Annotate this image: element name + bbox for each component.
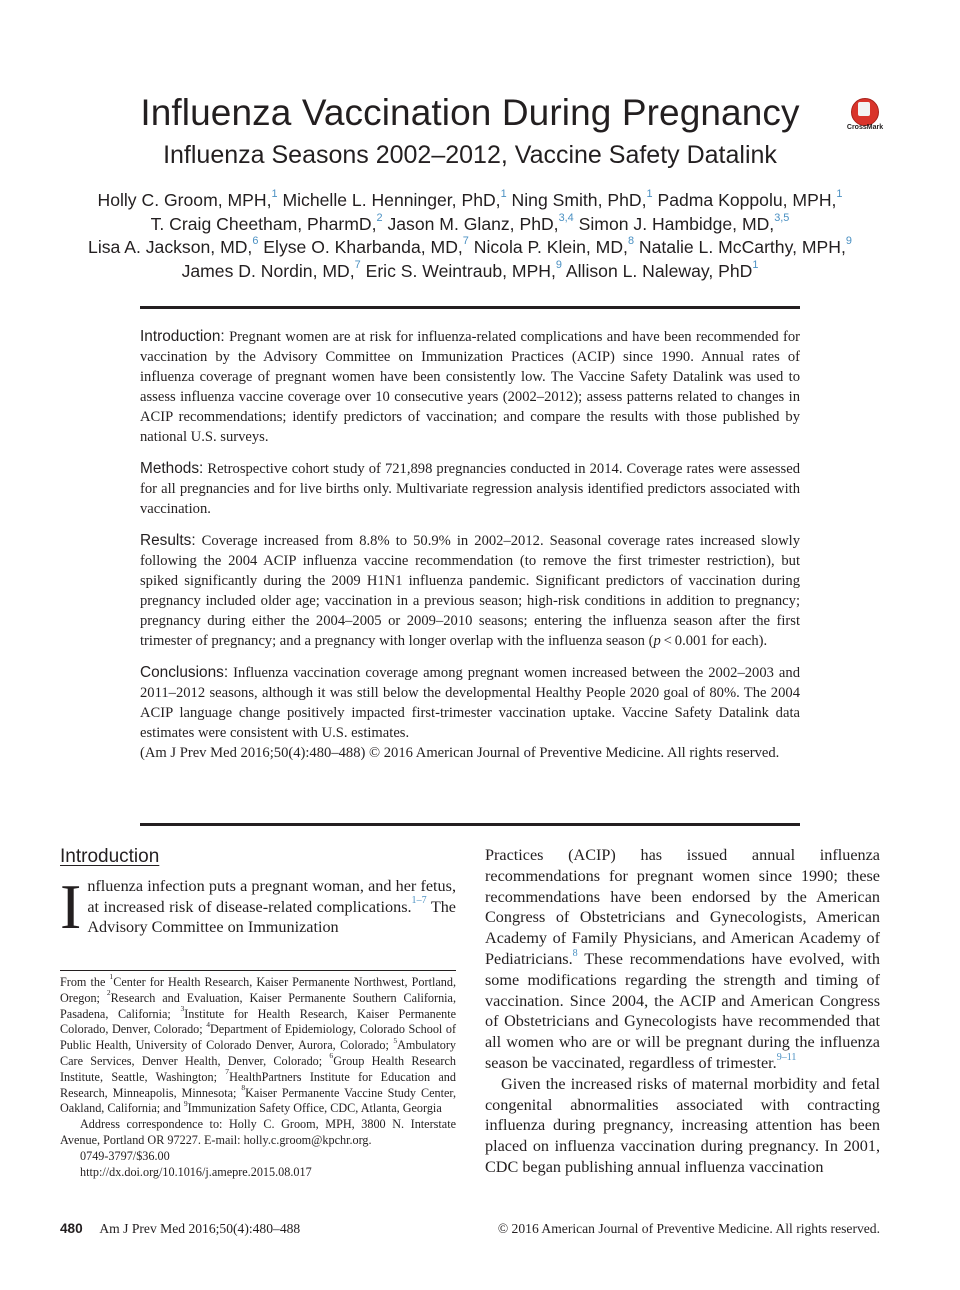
affiliation-text: From the [60,975,110,989]
author-affiliation-ref[interactable]: 6 [252,235,259,248]
author-name: Holly C. Groom, MPH, [97,190,272,210]
affiliation-text: Ambulatory Care Services, Denver Health, Denver, Colorado; [60,1038,456,1068]
issn: 0749-3797/$36.00 [80,1148,170,1163]
article-subtitle: Influenza Seasons 2002–2012, Vaccine Safety Datalink [163,141,777,169]
abstract-introduction-heading: Introduction: [140,328,225,345]
crossmark-bookmark-icon [858,102,870,116]
author-affiliation-ref[interactable]: 8 [627,235,635,248]
author-name: Michelle L. Henninger, PhD, [282,190,501,210]
author-name: Elyse O. Kharbanda, MD, [263,237,463,258]
abstract-results-p-symbol: p [653,633,661,649]
affiliation-number: 4 [206,1019,210,1029]
crossmark-label: CrossMark [846,124,884,131]
author-affiliation-ref[interactable]: 1 [271,187,278,200]
author-affiliation-ref[interactable]: 3,4 [558,211,574,224]
affiliation-number: 2 [106,988,111,998]
page-number: 480 [60,1221,83,1236]
affiliation-text: Kaiser Permanente Vaccine Study Center, Oakland, California; and [60,1085,457,1116]
reference-link[interactable]: 1–7 [411,895,427,907]
affiliation-text: Group Health Research Institute, Seattle, Washington; [60,1053,456,1084]
abstract-introduction-text: Pregnant women are at risk for influenza-related complications and have been recommended for vaccination by the Advisory Committee on Immunization Practices (ACIP) since 1990. Annual rates of influenza coverage of pregnant women have been consistently low. The Vaccine Safety Datalink was used to assess influenza vaccine coverage over 10 consecutive years (2002–2012); assess patterns related to changes in ACIP recommendations; identify predictors of vaccination; and compare the results with those published by national U.S. surveys. [140,329,800,445]
doi-link[interactable]: http://dx.doi.org/10.1016/j.amepre.2015.08.017 [80,1164,312,1179]
author-affiliation-ref[interactable]: 9 [845,235,852,248]
intro-left-text: nfluenza infection puts a pregnant woman, and her fetus, at increased risk of disease-related complications. [87,877,456,916]
intro-left-column [60,871,456,942]
affiliation-number: 9 [183,1098,188,1108]
author-name: Ning Smith, PhD, [511,190,647,210]
author-name: Allison L. Naleway, PhD [565,260,753,281]
author-name: James D. Nordin, MD, [181,260,355,281]
author-name: Padma Koppolu, MPH, [657,190,837,210]
abstract-bottom-rule [140,823,800,826]
introduction-heading: Introduction [60,846,160,867]
affiliation-number: 5 [393,1035,398,1045]
affiliation-number: 7 [225,1067,230,1077]
abstract-citation: (Am J Prev Med 2016;50(4):480–488) © 2016 American Journal of Preventive Medicine. All rights reserved. [140,745,780,761]
footer-copyright: © 2016 American Journal of Preventive Medicine. All rights reserved. [497,1221,880,1236]
abstract [140,327,800,763]
reference-link[interactable]: 8 [572,947,578,959]
author-affiliation-ref[interactable]: 7 [354,258,361,271]
affiliations-footnote [60,972,457,1180]
author-affiliation-ref[interactable]: 1 [646,187,653,200]
author-line [40,236,900,260]
abstract-conclusions [140,663,800,743]
abstract-results [140,531,800,651]
correspondence: Address correspondence to: Holly C. Groom, MPH, 3800 N. Interstate Avenue, Portland OR 97227. E-mail: holly.c.groom@kpchr.org. [60,1117,456,1147]
affiliation-text: Center for Health Research, Kaiser Permanente Northwest, Portland, Oregon; [60,975,456,1005]
affiliation-number: 3 [180,1004,185,1014]
abstract-results-text: Coverage increased from 8.8% to 50.9% in 2002–2012. Seasonal coverage rates increased slowly following the 2004 ACIP influenza vaccine recommendation (to remove the first trimester restriction), but spiked significantly during the 2009 H1N1 influenza pandemic. Significant predictors of vaccination during pregnancy included older age; vaccination in a previous season; high-risk conditions in addition to pregnancy; pregnancy during either the 2004–2005 or 2009–2010 seasons; entering the influenza season after the first trimester of pregnancy; and a pregnancy with longer overlap with the influenza season ( [140,533,800,649]
intro-right-text-cont: These recommendations have evolved, with some modifications regarding the strength and timing of vaccination. Since 2004, the ACIP and American Congress of Obstetricians and Gynecologists have recommended that all women who are or will be pregnant during the influenza season be vaccinated, regardless of trimester. [485,949,880,1072]
affiliations-text [60,972,457,1117]
affiliation-text: Immunization Safety Office, CDC, Atlanta, Georgia [187,1101,442,1116]
author-list [40,189,900,283]
author-name: T. Craig Cheetham, PharmD, [150,213,377,234]
author-name: Natalie L. McCarthy, MPH, [638,237,846,258]
affiliation-number: 8 [241,1083,246,1093]
journal-citation: Am J Prev Med 2016;50(4):480–488 [99,1221,301,1236]
page-footer [60,1221,880,1237]
author-name: Nicola P. Klein, MD, [473,237,628,258]
affiliation-number: 6 [329,1051,334,1061]
author-affiliation-ref[interactable]: 7 [462,235,469,248]
abstract-methods [140,459,800,519]
author-affiliation-ref[interactable]: 1 [836,187,843,200]
affiliation-text: Institute for Health Research, Kaiser Permanente Colorado, Denver, Colorado; [60,1006,456,1037]
abstract-conclusions-heading: Conclusions: [140,664,229,681]
author-name: Simon J. Hambidge, MD, [578,213,775,234]
abstract-methods-text: Retrospective cohort study of 721,898 pregnancies conducted in 2014. Coverage rates were assessed for all pregnancies and for live births only. Multivariate regression analysis identified predictors associated with vaccination. [140,461,800,517]
intro-right-text: Practices (ACIP) has issued annual influenza recommendations for pregnant women since 1990; these recommendations have been endorsed by the American Congress of Obstetricians and Gynecologists, American Academy of Family Physicians, and American Academy of Pediatricians. [485,846,880,968]
crossmark-badge[interactable] [846,98,884,134]
abstract-methods-heading: Methods: [140,460,204,477]
author-name: Lisa A. Jackson, MD, [88,237,253,258]
affiliation-text: Department of Epidemiology, Colorado School of Public Health, University of Colorado Denver, Aurora, Colorado; [60,1022,456,1053]
intro-right-column [485,845,880,1178]
author-affiliation-ref[interactable]: 2 [376,211,383,224]
author-name: Eric S. Weintraub, MPH, [365,260,556,281]
author-affiliation-ref[interactable]: 1 [752,258,759,271]
author-affiliation-ref[interactable]: 1 [500,187,507,200]
author-name: Jason M. Glanz, PhD, [387,213,559,234]
author-line [40,213,900,237]
abstract-conclusions-text: Influenza vaccination coverage among pregnant women increased between the 2002–2003 and 2011–2012 seasons, although it was still below the developmental Healthy People 2020 goal of 80%. The 2004 ACIP language change positively impacted first-trimester vaccination uptake. Vaccine Safety Datalink data estimates were consistent with U.S. estimates. [140,665,800,741]
abstract-results-text-end: < 0.001 for each). [660,633,768,649]
intro-left-text-cont: The Advisory Committee on Immunization [87,897,456,937]
drop-cap: I [60,871,82,942]
affiliation-text: Research and Evaluation, Kaiser Permanente Southern California, Pasadena, California; [60,990,457,1021]
author-line [40,189,900,213]
article-title: Influenza Vaccination During Pregnancy [140,92,800,133]
abstract-introduction [140,327,800,447]
author-line [40,260,900,284]
author-affiliation-ref[interactable]: 9 [555,258,562,271]
affiliation-text: HealthPartners Institute for Education and Research, Minneapolis, Minnesota; [60,1069,456,1100]
abstract-top-rule [140,306,800,309]
intro-right-paragraph-2: Given the increased risks of maternal morbidity and fetal congenital abnormalities associated with contracting influenza during pregnancy, increasing attention has been placed on influenza vaccination during pregnancy. In 2001, CDC began publishing annual influenza vaccination [485,1074,880,1176]
reference-link[interactable]: 9–11 [776,1051,797,1063]
author-affiliation-ref[interactable]: 3,5 [774,211,790,224]
affiliation-number: 1 [109,972,114,982]
footnote-rule [60,970,456,971]
abstract-results-heading: Results: [140,532,196,549]
intro-right-paragraph-1 [485,845,880,1074]
